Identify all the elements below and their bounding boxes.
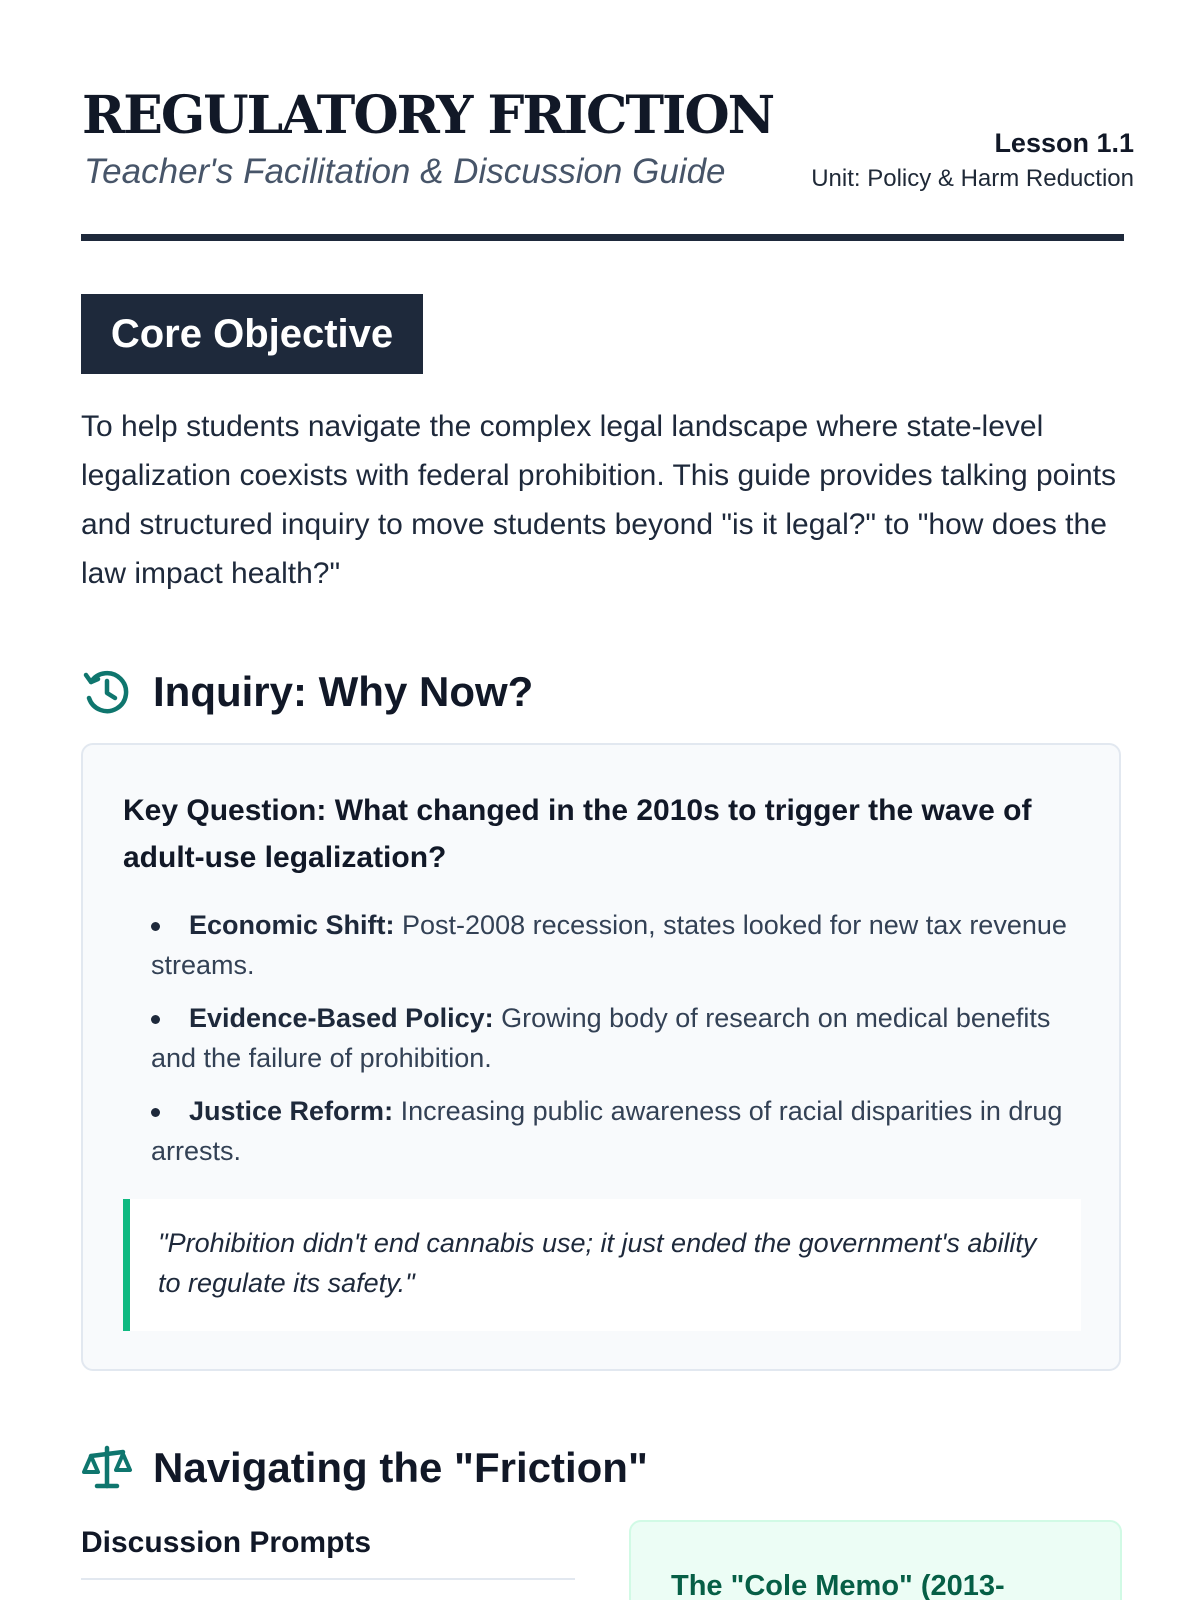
cole-memo-card: [629, 1520, 1122, 1600]
point-term: Economic Shift:: [189, 910, 395, 940]
bullet-icon: [151, 1108, 160, 1117]
quote-block: [123, 1199, 1081, 1331]
scales-icon: [81, 1442, 133, 1494]
friction-heading: Navigating the "Friction": [153, 1444, 648, 1491]
core-objective-badge: Core Objective: [81, 294, 423, 374]
document-title: REGULATORY FRICTION: [82, 85, 774, 146]
quote-text: "Prohibition didn't end cannabis use; it just ended the government's ability to regulate its safety.": [158, 1228, 1037, 1298]
point-text: Post-2008 recession, states looked for new tax revenue streams.: [151, 910, 1067, 980]
point-term: Justice Reform:: [189, 1096, 394, 1126]
friction-section-heading: [81, 1440, 648, 1496]
inquiry-section-heading: [81, 664, 533, 720]
core-objective-text: To help students navigate the complex legal landscape where state-level legalization coexists with federal prohibition. This guide provides talking points and structured inquiry to move students beyond "is it legal?" to "how does the law impact health?": [81, 410, 1117, 590]
lesson-number: Lesson 1.1: [994, 128, 1134, 158]
point-text: Increasing public awareness of racial disparities in drug arrests.: [151, 1096, 1063, 1166]
list-item: [151, 998, 1071, 1078]
list-item: [151, 905, 1071, 985]
prompts-divider: [81, 1578, 575, 1580]
key-points-list: [151, 905, 1071, 1184]
header-divider: [81, 234, 1124, 241]
list-item: [151, 1091, 1071, 1171]
point-term: Evidence-Based Policy:: [189, 1003, 494, 1033]
document-header: [82, 86, 1134, 246]
bullet-icon: [151, 1015, 160, 1024]
key-question: Key Question: What changed in the 2010s to trigger the wave of adult-use legalization?: [123, 794, 1032, 874]
bullet-icon: [151, 922, 160, 931]
cole-memo-title: The "Cole Memo" (2013-: [671, 1570, 1005, 1600]
document-subtitle: Teacher's Facilitation & Discussion Guide: [84, 152, 726, 191]
unit-label: Unit: Policy & Harm Reduction: [811, 165, 1134, 192]
inquiry-card: [81, 743, 1121, 1371]
inquiry-heading: Inquiry: Why Now?: [153, 668, 534, 715]
history-clock-icon: [81, 666, 133, 718]
discussion-prompts-heading: Discussion Prompts: [81, 1526, 372, 1559]
point-text: Growing body of research on medical benefits and the failure of prohibition.: [151, 1003, 1051, 1073]
